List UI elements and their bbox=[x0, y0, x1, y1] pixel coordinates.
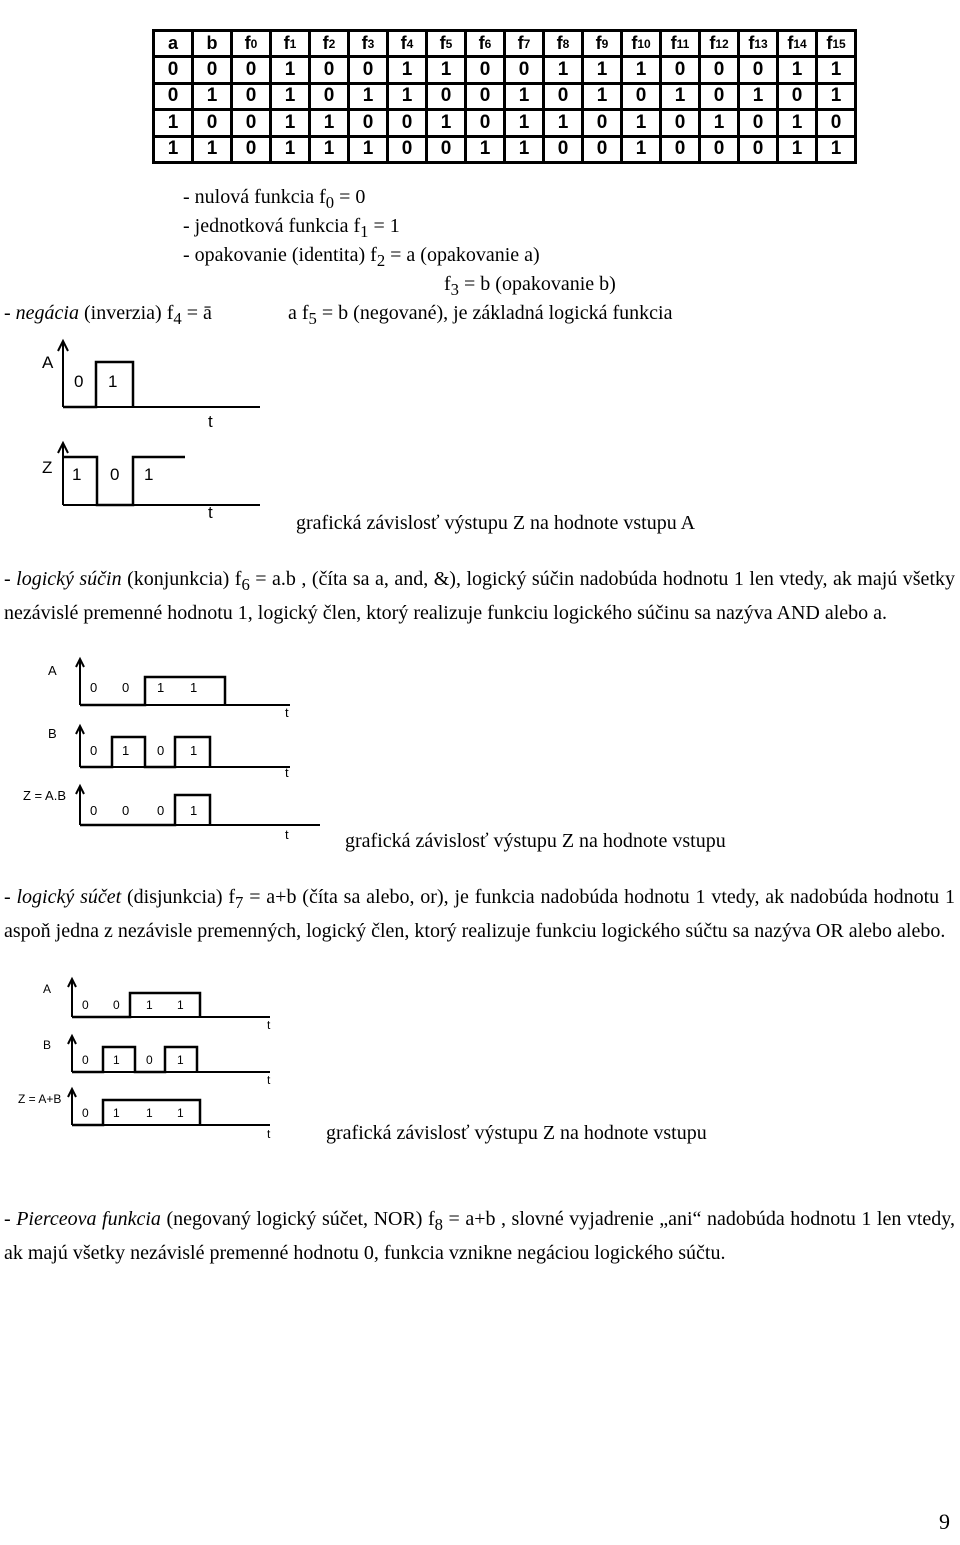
table-cell: 1 bbox=[779, 138, 815, 161]
table-cell: 1 bbox=[389, 85, 425, 108]
table-cell: 1 bbox=[428, 58, 464, 81]
b-val-2: 0 bbox=[146, 1053, 153, 1067]
t-label-a: t bbox=[285, 705, 289, 720]
list-item-identity-b: $f_3 = b$ (opakovanie b) bbox=[444, 273, 616, 299]
b-val-2: 0 bbox=[157, 743, 165, 758]
table-cell: 0 bbox=[584, 138, 620, 161]
table-cell: 0 bbox=[233, 138, 269, 161]
list-item-negation-b: a $f_5 = b$ (negované), je základná logická funkcia bbox=[288, 302, 673, 328]
t-label-a: t bbox=[267, 1018, 271, 1032]
table-cell: 1 bbox=[818, 85, 854, 108]
table-header-cell: f 3 bbox=[350, 32, 386, 55]
table-cell: 1 bbox=[623, 111, 659, 134]
a-val-0: 0 bbox=[74, 372, 84, 391]
table-cell: 0 bbox=[467, 58, 503, 81]
table-cell: 0 bbox=[311, 85, 347, 108]
z-val-3: 1 bbox=[190, 803, 198, 818]
table-cell: 1 bbox=[740, 85, 776, 108]
nor-paragraph: - Pierceova funkcia (negovaný logický súčet, NOR) $f_8 = a+b$ , slovné vyjadrenie „ani“ nadobúda hodnotu 1 len vtedy, ak majú všetky nezávislé premenné hodnotu 0, funkcia vznikne negáciou logického súčtu. bbox=[4, 1208, 955, 1264]
table-cell: 0 bbox=[311, 58, 347, 81]
signal-a-waveform bbox=[80, 677, 225, 705]
a-val-1: 1 bbox=[108, 372, 118, 391]
table-cell: 0 bbox=[701, 138, 737, 161]
table-cell: 0 bbox=[506, 58, 542, 81]
table-header-cell: f 13 bbox=[740, 32, 776, 55]
b-val-3: 1 bbox=[190, 743, 198, 758]
table-cell: 1 bbox=[311, 138, 347, 161]
table-cell: 0 bbox=[818, 111, 854, 134]
table-cell: 0 bbox=[662, 111, 698, 134]
table-header-cell: f 6 bbox=[467, 32, 503, 55]
table-header-cell: f 8 bbox=[545, 32, 581, 55]
table-cell: 1 bbox=[779, 58, 815, 81]
list-item-zero-function: - nulová funkcia $f_0 = 0$ bbox=[183, 186, 366, 212]
table-header-cell: f 4 bbox=[389, 32, 425, 55]
table-cell: 1 bbox=[350, 138, 386, 161]
label-a: A bbox=[48, 663, 57, 678]
z-val-2: 1 bbox=[146, 1106, 153, 1120]
table-cell: 0 bbox=[740, 111, 776, 134]
table-cell: 0 bbox=[389, 138, 425, 161]
table-cell: 1 bbox=[584, 58, 620, 81]
z-val-1: 1 bbox=[113, 1106, 120, 1120]
table-cell: 0 bbox=[701, 85, 737, 108]
label-z: Z = A.B bbox=[23, 788, 66, 803]
z-val-0: 1 bbox=[72, 465, 82, 484]
table-cell: 0 bbox=[467, 111, 503, 134]
z-val-1: 0 bbox=[110, 465, 120, 484]
table-header-cell: a bbox=[155, 32, 191, 55]
table-cell: 1 bbox=[272, 138, 308, 161]
table-cell: 0 bbox=[545, 85, 581, 108]
list-item-negation: - negácia (inverzia) $f_4$ = ā bbox=[4, 302, 212, 328]
list-item-identity-a: - opakovanie (identita) $f_2 = a$ (opakovanie a) bbox=[183, 244, 540, 270]
label-z: Z bbox=[42, 458, 53, 477]
b-val-1: 1 bbox=[122, 743, 130, 758]
a-val-0: 0 bbox=[90, 680, 98, 695]
figure-1-caption: grafická závislosť výstupu Z na hodnote vstupu A bbox=[296, 512, 696, 534]
table-cell: 0 bbox=[194, 58, 230, 81]
truth-table bbox=[152, 29, 857, 164]
z-val-2: 0 bbox=[157, 803, 165, 818]
a-val-3: 1 bbox=[190, 680, 198, 695]
a-val-2: 1 bbox=[146, 998, 153, 1012]
table-cell: 1 bbox=[428, 111, 464, 134]
table-header-cell: f 5 bbox=[428, 32, 464, 55]
label-z: Z = A+B bbox=[18, 1092, 62, 1106]
t-label-b: t bbox=[267, 1073, 271, 1087]
table-cell: 1 bbox=[818, 138, 854, 161]
table-cell: 1 bbox=[779, 111, 815, 134]
table-cell: 0 bbox=[740, 138, 776, 161]
table-cell: 1 bbox=[350, 85, 386, 108]
table-cell: 1 bbox=[701, 111, 737, 134]
table-header-cell: f 12 bbox=[701, 32, 737, 55]
t-label-2: t bbox=[208, 503, 213, 522]
label-a: A bbox=[42, 353, 54, 372]
a-val-1: 0 bbox=[113, 998, 120, 1012]
table-cell: 1 bbox=[311, 111, 347, 134]
a-val-1: 0 bbox=[122, 680, 130, 695]
and-timing-diagram bbox=[20, 655, 320, 850]
table-cell: 0 bbox=[662, 138, 698, 161]
or-paragraph: - logický súčet (disjunkcia) $f_7 = a+b$ (číta sa alebo, or), je funkcia nadobúda hodnotu 1 vtedy, ak nadobúda hodnotu 1 aspoň jedna z nezávisle premenných, logický člen, ktorý realizuje funkciu logického súčtu sa nazýva OR alebo alebo. bbox=[4, 886, 955, 942]
table-cell: 0 bbox=[740, 58, 776, 81]
table-cell: 1 bbox=[389, 58, 425, 81]
figure-3-caption: grafická závislosť výstupu Z na hodnote vstupu bbox=[326, 1122, 707, 1144]
table-cell: 0 bbox=[428, 85, 464, 108]
a-val-2: 1 bbox=[157, 680, 165, 695]
t-label-b: t bbox=[285, 765, 289, 780]
table-cell: 0 bbox=[233, 85, 269, 108]
table-header-cell: f 11 bbox=[662, 32, 698, 55]
label-b: B bbox=[48, 726, 57, 741]
table-cell: 0 bbox=[350, 58, 386, 81]
table-cell: 0 bbox=[233, 58, 269, 81]
z-val-1: 0 bbox=[122, 803, 130, 818]
table-cell: 0 bbox=[467, 85, 503, 108]
z-val-3: 1 bbox=[177, 1106, 184, 1120]
table-cell: 0 bbox=[545, 138, 581, 161]
table-header-cell: f 14 bbox=[779, 32, 815, 55]
table-cell: 0 bbox=[350, 111, 386, 134]
a-val-3: 1 bbox=[177, 998, 184, 1012]
table-cell: 1 bbox=[545, 111, 581, 134]
t-label-1: t bbox=[208, 412, 213, 431]
table-cell: 0 bbox=[701, 58, 737, 81]
figure-2-caption: grafická závislosť výstupu Z na hodnote vstupu bbox=[345, 830, 726, 852]
table-cell: 1 bbox=[584, 85, 620, 108]
table-cell: 0 bbox=[194, 111, 230, 134]
and-paragraph: - logický súčin (konjunkcia) $f_6 = a.b$ , (číta sa a, and, &), logický súčin nadobúda hodnotu 1 len vtedy, ak majú všetky nezávislé premenné hodnotu 1, logický člen, ktorý realizuje funkciu logického súčinu sa nazýva AND alebo a. bbox=[4, 568, 955, 624]
a-val-0: 0 bbox=[82, 998, 89, 1012]
label-a: A bbox=[43, 982, 52, 996]
t-label-z: t bbox=[267, 1127, 271, 1141]
table-cell: 1 bbox=[272, 85, 308, 108]
table-header-cell: f 7 bbox=[506, 32, 542, 55]
list-item-one-function: - jednotková funkcia $f_1 = 1$ bbox=[183, 215, 400, 241]
table-cell: 1 bbox=[272, 111, 308, 134]
table-header-cell: f 10 bbox=[623, 32, 659, 55]
table-cell: 0 bbox=[428, 138, 464, 161]
z-val-0: 0 bbox=[90, 803, 98, 818]
table-cell: 0 bbox=[155, 58, 191, 81]
table-cell: 0 bbox=[233, 111, 269, 134]
table-cell: 1 bbox=[155, 111, 191, 134]
table-cell: 1 bbox=[272, 58, 308, 81]
table-cell: 1 bbox=[545, 58, 581, 81]
table-header-cell: f 0 bbox=[233, 32, 269, 55]
table-cell: 1 bbox=[818, 58, 854, 81]
table-cell: 0 bbox=[584, 111, 620, 134]
table-cell: 0 bbox=[155, 85, 191, 108]
table-cell: 1 bbox=[623, 138, 659, 161]
table-cell: 1 bbox=[662, 85, 698, 108]
table-header-cell: f 2 bbox=[311, 32, 347, 55]
table-cell: 1 bbox=[506, 85, 542, 108]
t-label-z: t bbox=[285, 827, 289, 842]
b-val-1: 1 bbox=[113, 1053, 120, 1067]
table-cell: 1 bbox=[506, 138, 542, 161]
table-cell: 1 bbox=[623, 58, 659, 81]
table-header-cell: f 1 bbox=[272, 32, 308, 55]
table-cell: 0 bbox=[662, 58, 698, 81]
table-header-cell: b bbox=[194, 32, 230, 55]
table-cell: 0 bbox=[623, 85, 659, 108]
b-val-3: 1 bbox=[177, 1053, 184, 1067]
page-number: 9 bbox=[939, 1509, 950, 1534]
table-header-cell: f 9 bbox=[584, 32, 620, 55]
table-cell: 0 bbox=[779, 85, 815, 108]
negation-timing-diagram bbox=[30, 335, 270, 535]
label-b: B bbox=[43, 1038, 52, 1052]
b-val-0: 0 bbox=[82, 1053, 89, 1067]
table-cell: 1 bbox=[467, 138, 503, 161]
table-header-cell: f 15 bbox=[818, 32, 854, 55]
b-val-0: 0 bbox=[90, 743, 98, 758]
z-val-2: 1 bbox=[144, 465, 154, 484]
table-cell: 1 bbox=[194, 85, 230, 108]
table-cell: 1 bbox=[155, 138, 191, 161]
table-cell: 1 bbox=[194, 138, 230, 161]
table-cell: 1 bbox=[506, 111, 542, 134]
or-timing-diagram bbox=[15, 975, 315, 1145]
z-val-0: 0 bbox=[82, 1106, 89, 1120]
table-cell: 0 bbox=[389, 111, 425, 134]
